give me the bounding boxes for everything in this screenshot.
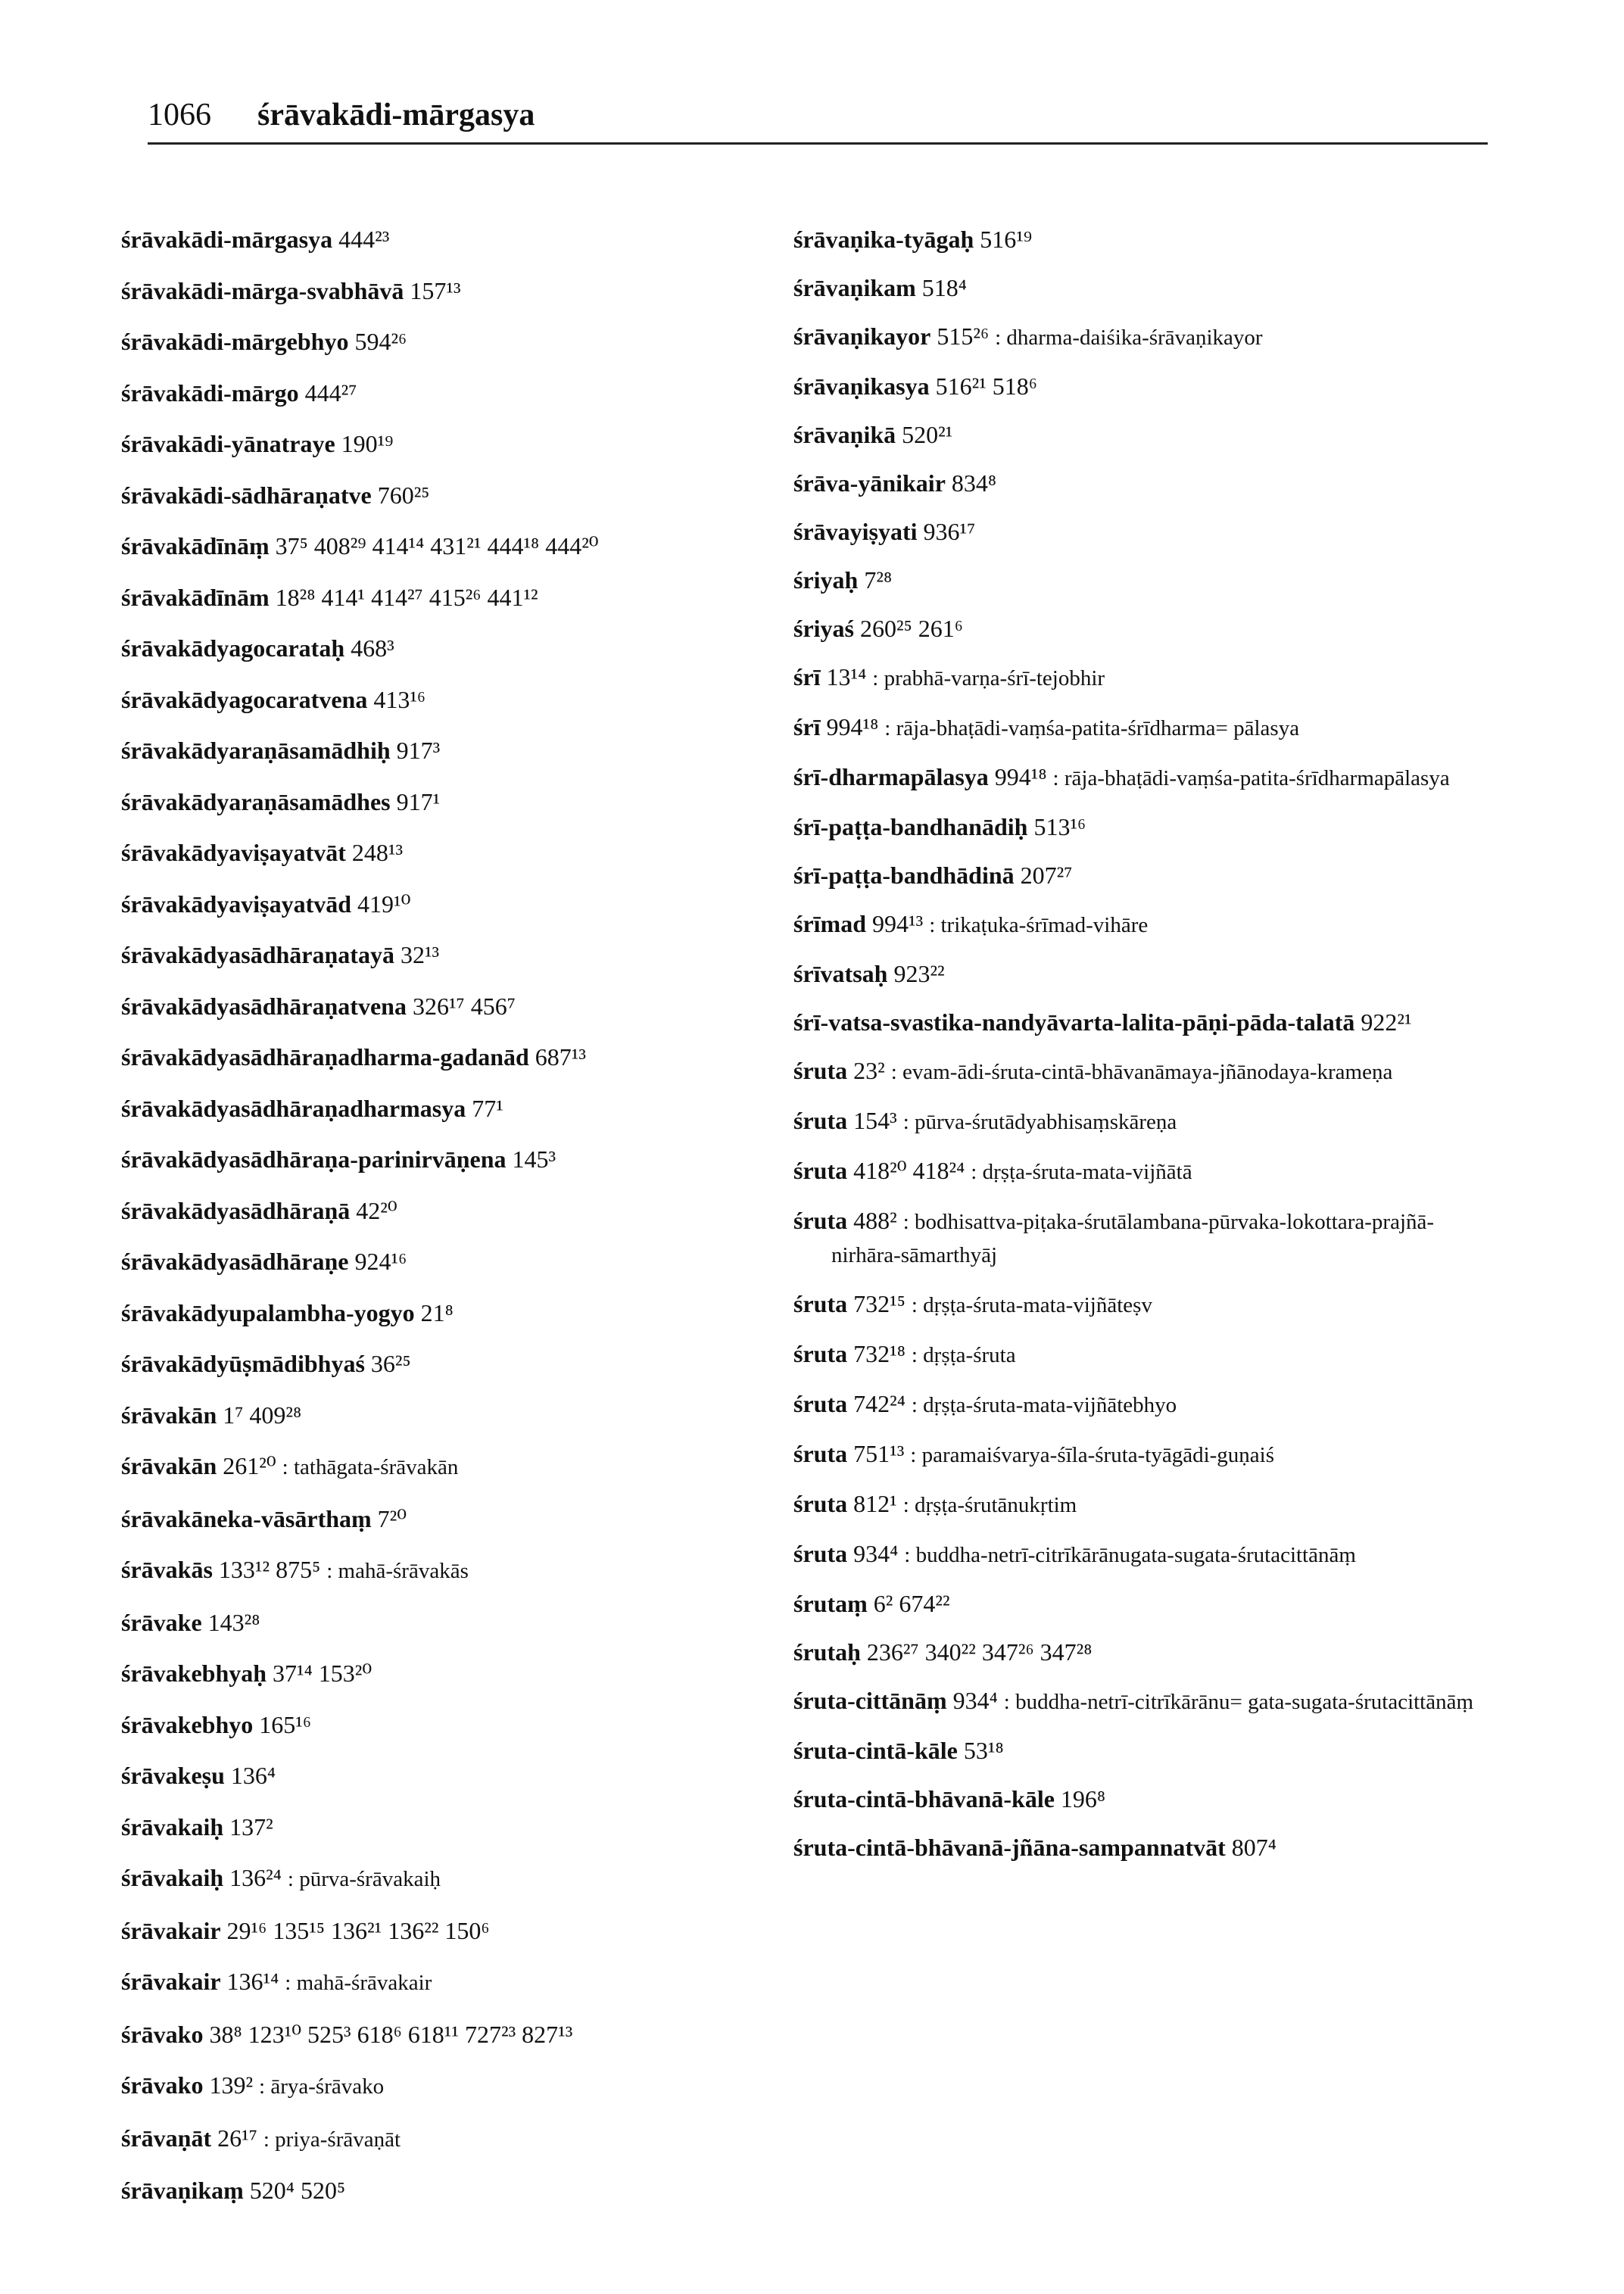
index-entry: [121, 1297, 803, 1329]
entry-references: 236²⁷ 340²² 347²⁶ 347²⁸: [866, 1638, 1093, 1666]
entry-context: : prabhā-varṇa-śrī-tejobhir: [872, 666, 1105, 690]
index-entry: [793, 516, 1490, 547]
entry-references: 934⁴: [853, 1540, 899, 1567]
index-entry: [121, 1965, 803, 1999]
entry-headword: śrāvakādyaraṇāsamādhiḥ: [121, 737, 391, 764]
entry-context: : bodhisattva-piṭaka-śrutālambana-pūrvaka-lokottara-prajñā-nirhāra-sāmarthyāj: [831, 1210, 1435, 1267]
entry-references: 923²²: [893, 960, 945, 987]
entry-references: 36²⁵: [370, 1350, 411, 1377]
index-entry: [121, 428, 803, 460]
index-entry: [793, 1488, 1490, 1521]
entry-references: 994¹⁸: [994, 763, 1047, 790]
entry-references: 742²⁴: [853, 1390, 906, 1417]
entry-headword: śrāvako: [121, 2020, 204, 2048]
entry-headword: śrāvaṇikā: [793, 421, 896, 448]
index-column-left: [121, 223, 803, 2226]
entry-headword: śrāvakebhyaḥ: [121, 1660, 267, 1687]
entry-references: 248¹³: [351, 839, 404, 866]
index-entry: [121, 1709, 803, 1741]
entry-references: 732¹⁸: [853, 1340, 906, 1367]
index-entry: [121, 2069, 803, 2102]
entry-references: 37¹⁴ 153²⁰: [273, 1660, 372, 1687]
entry-headword: śrāvakādyūṣmādibhyaś: [121, 1350, 365, 1377]
entry-headword: śrī: [793, 663, 821, 690]
entry-headword: śruta: [793, 1290, 848, 1317]
entry-context: : ārya-śrāvako: [259, 2074, 385, 2099]
entry-headword: śrāvakādi-yānatraye: [121, 430, 335, 457]
entry-headword: śrāvakādīnāṃ: [121, 532, 270, 559]
entry-headword: śruta-cittānāṃ: [793, 1687, 947, 1714]
running-title: śrāvakādi-mārgasya: [257, 98, 535, 132]
entry-headword: śrāvakādyasādhāraṇadharmasya: [121, 1094, 466, 1122]
entry-headword: śrī: [793, 713, 821, 740]
entry-headword: śrāvakādyupalambha-yogyo: [121, 1298, 415, 1326]
entry-context: : mahā-śrāvakair: [285, 1971, 432, 1995]
entry-references: 38⁸ 123¹⁰ 525³ 618⁶ 618¹¹ 727²³ 827¹³: [209, 2020, 573, 2048]
entry-headword: śrāvakādyaviṣayatvād: [121, 890, 352, 918]
entry-references: 520⁴ 520⁵: [249, 2177, 346, 2204]
entry-headword: śrī-paṭṭa-bandhanādiḥ: [793, 813, 1028, 840]
entry-references: 515²⁶: [937, 323, 990, 350]
entry-headword: śrāvakādyasādhāraṇadharma-gadanād: [121, 1043, 529, 1071]
entry-references: 7²⁰: [377, 1504, 407, 1532]
page-number: 1066: [148, 98, 211, 132]
entry-context: : dṛṣṭa-śruta-mata-vijñātebhyo: [911, 1393, 1177, 1417]
index-entry: [793, 1538, 1490, 1571]
header-rule: [148, 142, 1488, 145]
entry-references: 468³: [351, 634, 394, 662]
entry-references: 513¹⁶: [1033, 813, 1086, 840]
entry-references: 26¹⁷: [217, 2124, 257, 2152]
entry-references: 834⁸: [951, 469, 997, 497]
entry-headword: śrāvakādyaraṇāsamādhes: [121, 787, 391, 815]
index-entry: [793, 272, 1490, 304]
index-entry: [121, 223, 803, 255]
index-entry: [793, 1388, 1490, 1421]
index-entry: [121, 1348, 803, 1379]
entry-context: : pūrva-śrāvakaiḥ: [287, 1867, 441, 1891]
entry-headword: śriyaś: [793, 615, 854, 642]
entry-headword: śrāvaṇikasya: [793, 372, 930, 400]
entry-references: 6² 674²²: [873, 1590, 950, 1617]
index-entry: [793, 1338, 1490, 1371]
entry-references: 53¹⁸: [963, 1737, 1004, 1764]
entry-references: 419¹⁰: [357, 890, 411, 918]
entry-references: 13¹⁴: [826, 663, 867, 690]
entry-headword: śrīmad: [793, 910, 866, 937]
entry-headword: śruta: [793, 1390, 848, 1417]
index-entry: [121, 786, 803, 818]
index-entry: [121, 1811, 803, 1843]
entry-headword: śrāvakān: [121, 1452, 217, 1479]
entry-references: 488²: [853, 1207, 897, 1234]
entry-headword: śrāvakāneka-vāsārthaṃ: [121, 1504, 372, 1532]
index-entry: [121, 581, 803, 613]
entry-references: 594²⁶: [354, 328, 407, 355]
entry-headword: śruta: [793, 1540, 848, 1567]
index-entry: [121, 734, 803, 766]
index-entry: [793, 612, 1490, 644]
entry-references: 812¹: [853, 1490, 897, 1517]
entry-context: : buddha-netrī-citrīkārānugata-sugata-śrutacittānāṃ: [904, 1543, 1356, 1567]
entry-references: 260²⁵ 261⁶: [860, 615, 963, 642]
entry-headword: śrāvaṇika-tyāgaḥ: [793, 226, 974, 253]
index-entry: [793, 1055, 1490, 1088]
index-entry: [121, 990, 803, 1022]
entry-headword: śrāvayiṣyati: [793, 518, 918, 545]
entry-references: 29¹⁶ 135¹⁵ 136²¹ 136²² 150⁶: [226, 1916, 490, 1944]
entry-context: : priya-śrāvaṇāt: [263, 2127, 401, 2152]
entry-context: : rāja-bhaṭādi-vaṃśa-patita-śrīdharma= pālasya: [884, 716, 1300, 740]
entry-references: 21⁸: [420, 1298, 454, 1326]
entry-references: 760²⁵: [377, 481, 430, 509]
entry-headword: śrāvakādyasādhāraṇā: [121, 1196, 351, 1224]
entry-headword: śrāvakādi-mārgebhyo: [121, 328, 349, 355]
entry-context: : dṛṣṭa-śruta: [911, 1343, 1016, 1367]
entry-headword: śrāvakān: [121, 1401, 217, 1429]
entry-headword: śrāvaṇikam: [793, 274, 916, 301]
entry-headword: śrāvakeṣu: [121, 1762, 225, 1789]
entry-context: : paramaiśvarya-śīla-śruta-tyāgādi-guṇaiś: [910, 1443, 1275, 1467]
index-entry: [121, 1195, 803, 1226]
index-entry: [121, 2174, 803, 2206]
entry-context: : dṛṣṭa-śruta-mata-vijñāteṣv: [911, 1293, 1152, 1317]
index-entry: [121, 1503, 803, 1535]
entry-references: 807⁴: [1231, 1834, 1276, 1861]
index-entry: [121, 1915, 803, 1946]
index-entry: [121, 377, 803, 409]
entry-headword: śruta-cintā-bhāvanā-jñāna-sampannatvāt: [793, 1834, 1226, 1861]
index-entry: [121, 326, 803, 357]
entry-references: 196⁸: [1060, 1785, 1106, 1812]
entry-headword: śrāvakādi-sādhāraṇatve: [121, 481, 372, 509]
index-column-right: [793, 223, 1490, 1880]
entry-context: : tathāgata-śrāvakān: [282, 1455, 459, 1479]
entry-headword: śrāvakādyasādhāraṇe: [121, 1248, 349, 1275]
entry-references: 732¹⁵: [853, 1290, 906, 1317]
entry-references: 190¹⁹: [341, 430, 394, 457]
entry-headword: śrī-dharmapālasya: [793, 763, 989, 790]
entry-references: 32¹³: [400, 941, 440, 968]
entry-context: : evam-ādi-śruta-cintā-bhāvanāmaya-jñānodaya-krameṇa: [890, 1060, 1393, 1084]
index-entry: [793, 859, 1490, 891]
entry-headword: śruta: [793, 1157, 848, 1184]
index-entry: [793, 661, 1490, 694]
entry-references: 516²¹ 518⁶: [935, 372, 1037, 400]
entry-references: 1⁷ 409²⁸: [223, 1401, 302, 1429]
entry-headword: śrāva-yānikair: [793, 469, 946, 497]
entry-references: 444²³: [338, 226, 390, 253]
entry-headword: śrāvakādi-mārga-svabhāvā: [121, 276, 404, 304]
entry-headword: śrāvakādi-mārgasya: [121, 226, 333, 253]
index-entry: [121, 684, 803, 715]
index-entry: [121, 939, 803, 971]
entry-references: 207²⁷: [1020, 862, 1073, 889]
entry-references: 413¹⁶: [373, 685, 426, 713]
entry-references: 136²⁴: [229, 1864, 282, 1891]
entry-headword: śrāvakās: [121, 1556, 213, 1583]
entry-headword: śrāvakādyasādhāraṇatayā: [121, 941, 394, 968]
entry-references: 520²¹: [902, 421, 953, 448]
entry-references: 444²⁷: [304, 379, 357, 407]
entry-references: 261²⁰: [223, 1452, 276, 1479]
entry-references: 7²⁸: [864, 566, 893, 594]
entry-headword: śrāvaṇikayor: [793, 323, 931, 350]
entry-references: 137²: [229, 1812, 273, 1840]
entry-headword: śruta-cintā-bhāvanā-kāle: [793, 1785, 1055, 1812]
entry-references: 516¹⁹: [980, 226, 1032, 253]
index-entry: [793, 1588, 1490, 1619]
index-entry: [793, 223, 1490, 255]
index-entry: [121, 1399, 803, 1431]
index-entry: [121, 1862, 803, 1895]
entry-references: 418²⁰ 418²⁴: [853, 1157, 965, 1184]
entry-references: 687¹³: [535, 1043, 586, 1071]
index-entry: [793, 711, 1490, 744]
entry-references: 139²: [209, 2071, 254, 2099]
entry-references: 936¹⁷: [923, 518, 976, 545]
index-entry: [793, 1288, 1490, 1321]
index-entry: [793, 320, 1490, 354]
index-entry: [793, 958, 1490, 990]
index-entry: [121, 1554, 803, 1587]
entry-references: 165¹⁶: [259, 1710, 311, 1738]
entry-context: : dṛṣṭa-śrutānukṛtim: [902, 1493, 1077, 1517]
entry-references: 922²¹: [1361, 1008, 1412, 1036]
entry-references: 136¹⁴: [226, 1968, 279, 1995]
index-entry: [121, 888, 803, 920]
index-entry: [793, 1438, 1490, 1471]
entry-references: 133¹² 875⁵: [218, 1556, 321, 1583]
index-entry: [793, 1155, 1490, 1188]
entry-context: : dharma-daiśika-śrāvaṇikayor: [995, 326, 1263, 350]
entry-references: 326¹⁷ 456⁷: [412, 992, 516, 1020]
entry-headword: śrutaḥ: [793, 1638, 861, 1666]
index-entry: [793, 1636, 1490, 1668]
entry-references: 143²⁸: [207, 1608, 260, 1636]
entry-headword: śruta-cintā-kāle: [793, 1737, 958, 1764]
entry-headword: śrāvakair: [121, 1916, 221, 1944]
index-entry: [121, 1092, 803, 1124]
entry-references: 23²: [853, 1057, 885, 1084]
index-entry: [793, 1105, 1490, 1138]
entry-headword: śrāvakādyasādhāraṇatvena: [121, 992, 407, 1020]
entry-references: 37⁵ 408²⁹ 414¹⁴ 431²¹ 444¹⁸ 444²⁰: [275, 532, 599, 559]
entry-headword: śrīvatsaḥ: [793, 960, 888, 987]
index-entry: [793, 761, 1490, 794]
entry-headword: śrāvako: [121, 2071, 204, 2099]
index-entry: [793, 419, 1490, 450]
index-entry: [793, 370, 1490, 402]
entry-headword: śrāvakair: [121, 1968, 221, 1995]
index-entry: [121, 275, 803, 307]
index-entry: [121, 530, 803, 562]
index-entry: [793, 564, 1490, 596]
entry-references: 917¹: [396, 787, 441, 815]
entry-references: 145³: [512, 1145, 556, 1173]
index-entry: [121, 1245, 803, 1277]
entry-references: 136⁴: [230, 1762, 276, 1789]
index-entry: [121, 479, 803, 511]
index-entry: [121, 1759, 803, 1791]
entry-headword: śruta: [793, 1440, 848, 1467]
index-entry: [793, 1006, 1490, 1038]
entry-headword: śrāvakādyagocaratvena: [121, 685, 368, 713]
entry-headword: śrāvakebhyo: [121, 1710, 254, 1738]
entry-headword: śrāvake: [121, 1608, 202, 1636]
entry-headword: śrāvakādyaviṣayatvāt: [121, 839, 346, 866]
entry-context: : pūrva-śrutādyabhisaṃskāreṇa: [902, 1110, 1177, 1134]
entry-context: : mahā-śrāvakās: [326, 1559, 469, 1583]
entry-references: 157¹³: [410, 276, 461, 304]
index-entry: [121, 1450, 803, 1483]
entry-references: 751¹³: [853, 1440, 905, 1467]
index-entry: [121, 2122, 803, 2155]
entry-headword: śruta: [793, 1340, 848, 1367]
index-entry: [121, 837, 803, 868]
entry-references: 77¹: [472, 1094, 503, 1122]
entry-headword: śrāvakādi-mārgo: [121, 379, 299, 407]
entry-headword: śrutaṃ: [793, 1590, 868, 1617]
entry-references: 934⁴: [952, 1687, 998, 1714]
index-entry: [121, 1143, 803, 1175]
entry-references: 154³: [853, 1107, 897, 1134]
index-entry: [793, 1783, 1490, 1815]
entry-references: 994¹⁸: [826, 713, 879, 740]
entry-headword: śrāvaṇikaṃ: [121, 2177, 244, 2204]
index-entry: [793, 811, 1490, 843]
entry-references: 42²⁰: [356, 1196, 397, 1224]
entry-headword: śrāvakādīnām: [121, 583, 270, 611]
index-entry: [121, 2018, 803, 2050]
entry-references: 924¹⁶: [354, 1248, 407, 1275]
entry-context: : buddha-netrī-citrīkārānu= gata-sugata-śrutacittānāṃ: [1003, 1690, 1474, 1714]
entry-context: : trikaṭuka-śrīmad-vihāre: [929, 913, 1149, 937]
index-entry: [793, 1205, 1490, 1271]
entry-headword: śrāvakādyasādhāraṇa-parinirvāṇena: [121, 1145, 507, 1173]
entry-headword: śrāvaṇāt: [121, 2124, 212, 2152]
entry-headword: śrāvakaiḥ: [121, 1864, 224, 1891]
entry-references: 994¹³: [872, 910, 924, 937]
index-entry: [121, 1657, 803, 1689]
index-entry: [793, 467, 1490, 499]
entry-headword: śruta: [793, 1207, 848, 1234]
entry-headword: śruta: [793, 1107, 848, 1134]
entry-headword: śrāvakaiḥ: [121, 1812, 224, 1840]
entry-headword: śriyaḥ: [793, 566, 859, 594]
index-entry: [793, 1685, 1490, 1718]
entry-headword: śrī-paṭṭa-bandhādinā: [793, 862, 1015, 889]
index-entry: [121, 632, 803, 664]
entry-context: : rāja-bhaṭādi-vaṃśa-patita-śrīdharmapālasya: [1052, 766, 1450, 790]
entry-context: : dṛṣṭa-śruta-mata-vijñātā: [971, 1160, 1192, 1184]
entry-references: 518⁴: [921, 274, 967, 301]
index-entry: [793, 1735, 1490, 1766]
entry-headword: śruta: [793, 1490, 848, 1517]
entry-references: 917³: [396, 737, 441, 764]
index-entry: [793, 1831, 1490, 1863]
entry-references: 18²⁸ 414¹ 414²⁷ 415²⁶ 441¹²: [275, 583, 538, 611]
index-entry: [121, 1041, 803, 1073]
entry-headword: śrāvakādyagocarataḥ: [121, 634, 345, 662]
index-entry: [793, 908, 1490, 941]
entry-headword: śruta: [793, 1057, 848, 1084]
index-entry: [121, 1607, 803, 1638]
entry-headword: śrī-vatsa-svastika-nandyāvarta-lalita-pāṇi-pāda-talatā: [793, 1008, 1355, 1036]
